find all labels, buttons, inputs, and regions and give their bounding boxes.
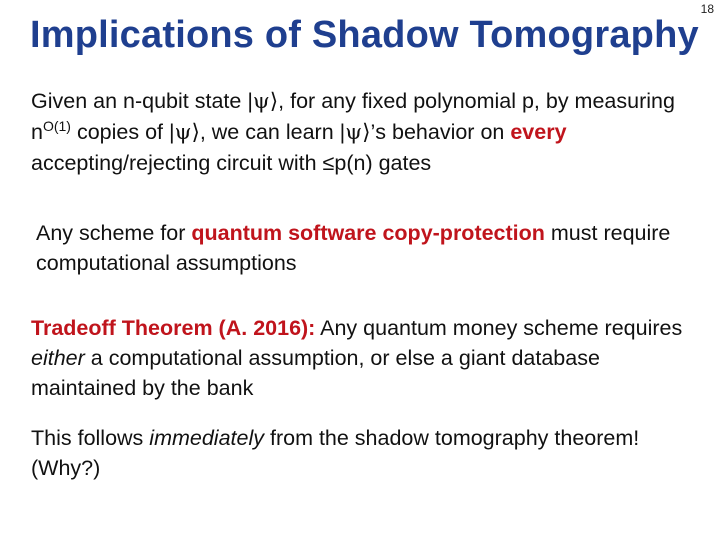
emphasis-either: either [31,346,85,370]
para1-text-a: Given an n-qubit state | [31,89,253,113]
para1-text-c: copies of | [70,120,175,144]
slide-number: 18 [700,2,714,16]
psi-symbol: ψ [252,89,270,114]
para3-text-b: a computational assumption, or else a giant database maintained by the bank [31,346,600,400]
psi-symbol: ψ [345,120,363,145]
para1-text-d: ⟩, we can learn | [191,120,346,144]
paragraph-copy-protection [36,218,676,278]
slide-title: Implications of Shadow Tomography [30,14,699,56]
para3-text-a: Any quantum money scheme requires [315,316,683,340]
psi-symbol: ψ [174,120,192,145]
para2-text-a: Any scheme for [36,221,192,245]
paragraph-tradeoff-theorem [31,313,711,403]
paragraph-shadow-tomography [31,86,711,178]
para1-text-f: accepting/rejecting circuit with ≤p(n) gates [31,151,432,175]
paragraph-follows [31,423,711,483]
para2-text-b: must require computational assumptions [36,221,671,275]
para4-text-b: from the shadow tomography theorem! (Why?) [31,426,640,480]
exponent: O(1) [42,117,71,134]
emphasis-every: every [510,120,567,144]
para1-text-b: ⟩, for any fixed polynomial p, by measuring n [31,89,675,144]
para4-text-a: This follows [31,426,150,450]
para1-text-e: ⟩’s behavior on [362,120,511,144]
highlight-copy-protection: quantum software copy-protection [191,221,545,245]
highlight-tradeoff-theorem: Tradeoff Theorem (A. 2016): [31,316,316,340]
emphasis-immediately: immediately [149,426,264,450]
